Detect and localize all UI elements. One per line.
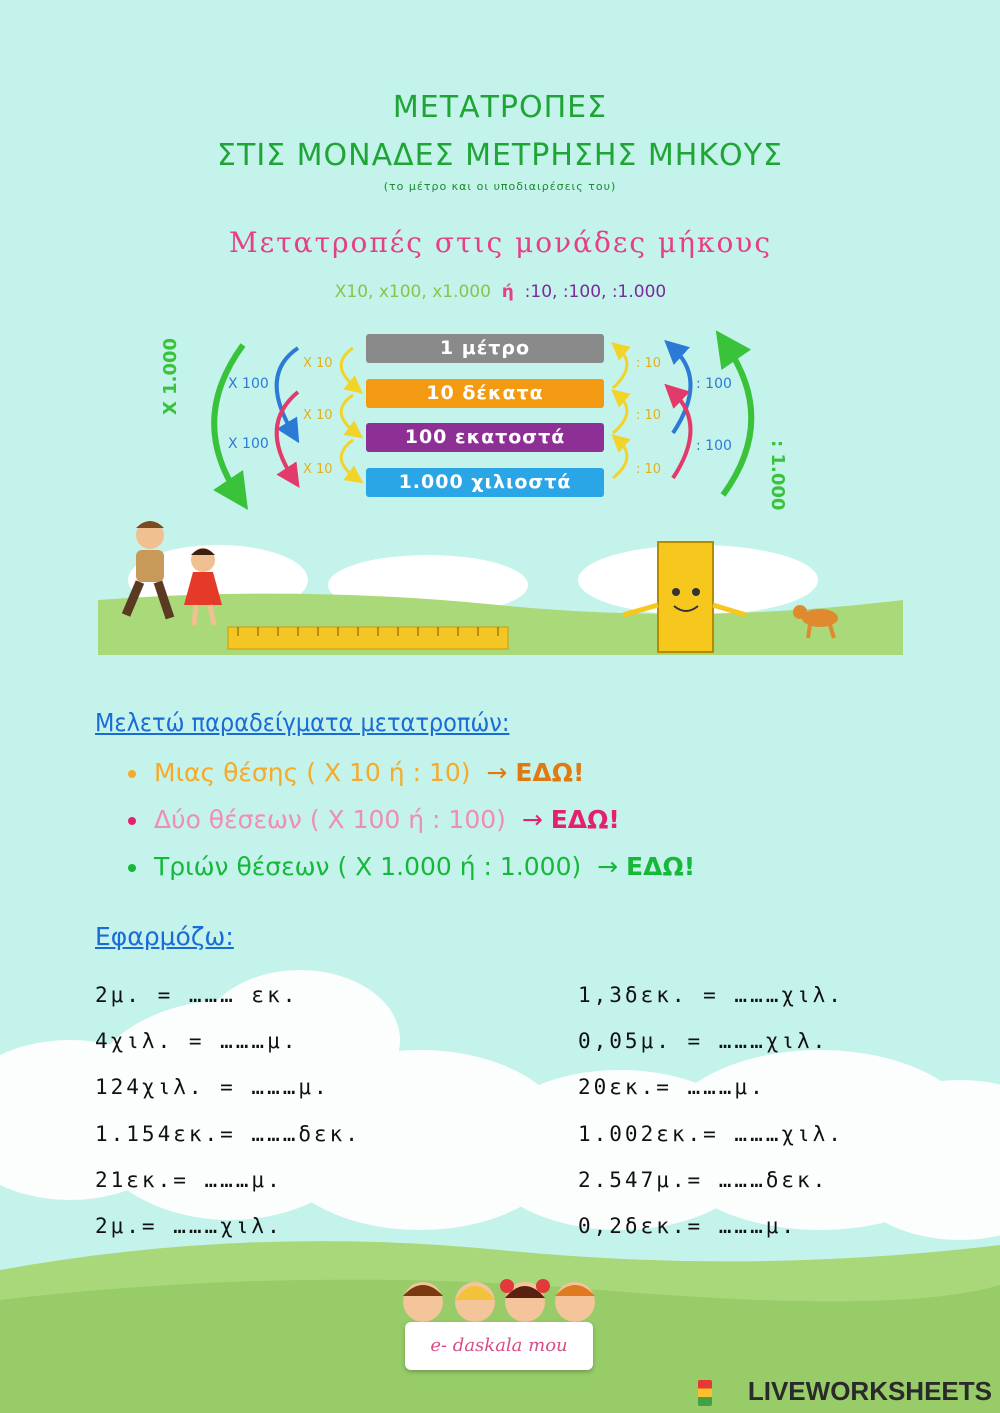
playground-illustration: [98, 520, 903, 655]
bullet-dot: [128, 770, 136, 778]
example-item-3: [128, 852, 695, 881]
exercise-right-3[interactable]: 20εκ.= ………μ.: [578, 1075, 766, 1099]
exercise-right-1[interactable]: 1,3δεκ. = ………χιλ.: [578, 983, 844, 1007]
op-x1000: x1.000: [432, 282, 491, 302]
label-d100-b: : 100: [696, 438, 732, 454]
label-x10-b: Χ 10: [303, 408, 333, 423]
bullet-dot: [128, 864, 136, 872]
subtitle: (το μέτρο και οι υποδιαιρέσεις του): [383, 180, 617, 193]
exercise-left-2[interactable]: 4χιλ. = ………μ.: [95, 1029, 299, 1053]
label-x10-a: Χ 10: [303, 356, 333, 371]
unit-millimeter: 1.000 χιλιοστά: [366, 468, 604, 497]
example-text-2: Δύο θέσεων ( Χ 100 ή : 100): [154, 805, 506, 834]
liveworksheets-brand: LIVEWORKSHEETS: [747, 1376, 992, 1406]
op-x100: x100,: [378, 282, 427, 302]
exercise-left-1[interactable]: 2μ. = ……… εκ.: [95, 983, 299, 1007]
bullet-dot: [128, 817, 136, 825]
exercise-left-4[interactable]: 1.154εκ.= ………δεκ.: [95, 1122, 361, 1146]
exercise-left-5[interactable]: 21εκ.= ………μ.: [95, 1168, 283, 1192]
unit-centimeter: 100 εκατοστά: [366, 423, 604, 452]
exercise-left-3[interactable]: 124χιλ. = ………μ.: [95, 1075, 330, 1099]
liveworksheets-logo-icon: [698, 1380, 712, 1406]
label-d1000: : 1.000: [767, 440, 788, 511]
example-text-1: Μιας θέσης ( Χ 10 ή : 10): [154, 758, 471, 787]
exercise-right-6[interactable]: 0,2δεκ.= ………μ.: [578, 1214, 798, 1238]
label-d10-b: : 10: [636, 408, 662, 423]
title-line-2: ΣΤΙΣ ΜΟΝΑΔΕΣ ΜΕΤΡΗΣΗΣ ΜΗΚΟΥΣ: [217, 138, 783, 173]
link-two-places[interactable]: ΕΔΩ!: [550, 805, 620, 834]
example-item-1: [128, 758, 584, 787]
title-line-1: ΜΕΤΑΤΡΟΠΕΣ: [392, 90, 608, 125]
label-d10-c: : 10: [636, 462, 662, 477]
unit-meter: 1 μέτρο: [366, 334, 604, 363]
apply-heading: Εφαρμόζω:: [95, 922, 234, 951]
examples-heading: Μελετώ παραδείγματα μετατροπών:: [95, 708, 510, 737]
label-d100-a: : 100: [696, 376, 732, 392]
op-x10: Χ10,: [334, 282, 374, 302]
brand-sign: e- daskala mou: [405, 1322, 593, 1370]
exercise-right-4[interactable]: 1.002εκ.= ………χιλ.: [578, 1122, 844, 1146]
exercise-left-6[interactable]: 2μ.= ………χιλ.: [95, 1214, 283, 1238]
link-one-place[interactable]: ΕΔΩ!: [515, 758, 585, 787]
op-or: ή: [501, 282, 514, 302]
arrow-icon: →: [521, 805, 543, 834]
arrow-icon: →: [597, 852, 619, 881]
diagram-heading: Μετατροπές στις μονάδες μήκους: [229, 226, 772, 259]
conversion-diagram: [98, 200, 903, 655]
link-three-places[interactable]: ΕΔΩ!: [626, 852, 696, 881]
label-x100-a: Χ 100: [228, 376, 269, 392]
op-d1000: :1.000: [611, 282, 667, 302]
exercise-right-2[interactable]: 0,05μ. = ………χιλ.: [578, 1029, 829, 1053]
op-d10: :10,: [524, 282, 558, 302]
op-d100: :100,: [562, 282, 607, 302]
example-item-2: [128, 805, 620, 834]
exercise-right-5[interactable]: 2.547μ.= ………δεκ.: [578, 1168, 829, 1192]
arrow-icon: →: [486, 758, 508, 787]
label-x10-c: Χ 10: [303, 462, 333, 477]
example-text-3: Τριών θέσεων ( Χ 1.000 ή : 1.000): [154, 852, 582, 881]
unit-decimeter: 10 δέκατα: [366, 379, 604, 408]
label-d10-a: : 10: [636, 356, 662, 371]
label-x100-b: Χ 100: [228, 436, 269, 452]
label-x1000: Χ 1.000: [160, 337, 181, 415]
